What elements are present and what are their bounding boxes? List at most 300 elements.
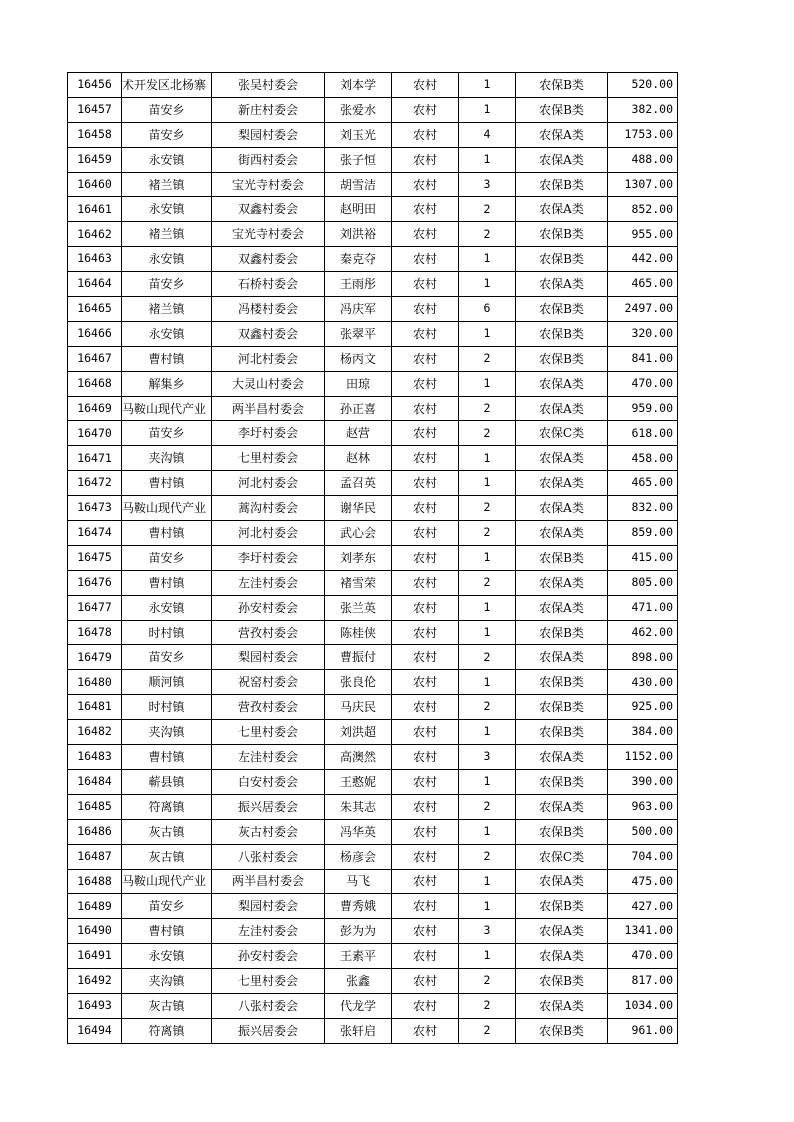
cell-town: 苗安乡 (122, 122, 212, 147)
cell-name: 张轩启 (325, 1018, 392, 1043)
cell-type: 农村 (392, 645, 459, 670)
cell-name: 曹振付 (325, 645, 392, 670)
cell-count: 2 (459, 521, 516, 546)
cell-village: 七里村委会 (212, 720, 325, 745)
cell-name: 刘洪超 (325, 720, 392, 745)
cell-type: 农村 (392, 73, 459, 98)
cell-type: 农村 (392, 695, 459, 720)
cell-type: 农村 (392, 197, 459, 222)
cell-type: 农村 (392, 346, 459, 371)
cell-name: 高澳然 (325, 745, 392, 770)
cell-id: 16464 (68, 272, 122, 297)
cell-name: 王雨彤 (325, 272, 392, 297)
cell-amount: 470.00 (608, 944, 678, 969)
table-row (68, 172, 678, 197)
cell-type: 农村 (392, 794, 459, 819)
cell-town: 褚兰镇 (122, 222, 212, 247)
cell-amount: 458.00 (608, 446, 678, 471)
cell-category: 农保B类 (516, 695, 608, 720)
cell-village: 八张村委会 (212, 844, 325, 869)
cell-village: 七里村委会 (212, 446, 325, 471)
cell-category: 农保B类 (516, 720, 608, 745)
cell-count: 2 (459, 496, 516, 521)
cell-count: 1 (459, 720, 516, 745)
table-row (68, 521, 678, 546)
cell-count: 1 (459, 769, 516, 794)
cell-type: 农村 (392, 272, 459, 297)
cell-name: 王憨妮 (325, 769, 392, 794)
cell-amount: 963.00 (608, 794, 678, 819)
cell-village: 孙安村委会 (212, 595, 325, 620)
cell-type: 农村 (392, 421, 459, 446)
cell-count: 2 (459, 396, 516, 421)
cell-village: 祝窑村委会 (212, 670, 325, 695)
cell-count: 1 (459, 471, 516, 496)
cell-amount: 320.00 (608, 321, 678, 346)
cell-category: 农保B类 (516, 894, 608, 919)
cell-town: 永安镇 (122, 247, 212, 272)
table-row (68, 894, 678, 919)
cell-name: 张鑫 (325, 969, 392, 994)
cell-amount: 471.00 (608, 595, 678, 620)
cell-name: 田琼 (325, 371, 392, 396)
cell-village: 梨园村委会 (212, 122, 325, 147)
cell-category: 农保B类 (516, 73, 608, 98)
cell-count: 1 (459, 272, 516, 297)
cell-town: 灰古镇 (122, 993, 212, 1018)
cell-name: 张爱水 (325, 97, 392, 122)
cell-town: 灰古镇 (122, 844, 212, 869)
cell-category: 农保A类 (516, 745, 608, 770)
cell-count: 1 (459, 147, 516, 172)
cell-amount: 841.00 (608, 346, 678, 371)
cell-type: 农村 (392, 521, 459, 546)
cell-count: 2 (459, 844, 516, 869)
table-row (68, 720, 678, 745)
cell-category: 农保A类 (516, 570, 608, 595)
cell-amount: 817.00 (608, 969, 678, 994)
cell-category: 农保A类 (516, 371, 608, 396)
cell-town: 马鞍山现代产业 (122, 396, 212, 421)
table-row (68, 247, 678, 272)
cell-category: 农保A类 (516, 147, 608, 172)
cell-name: 张子恒 (325, 147, 392, 172)
cell-type: 农村 (392, 620, 459, 645)
cell-town: 马鞍山现代产业 (122, 496, 212, 521)
table-row (68, 670, 678, 695)
cell-id: 16478 (68, 620, 122, 645)
cell-type: 农村 (392, 769, 459, 794)
table-row (68, 745, 678, 770)
cell-village: 李圩村委会 (212, 545, 325, 570)
cell-count: 1 (459, 321, 516, 346)
cell-town: 永安镇 (122, 595, 212, 620)
cell-category: 农保A类 (516, 496, 608, 521)
data-table (67, 72, 678, 1044)
cell-amount: 470.00 (608, 371, 678, 396)
cell-count: 2 (459, 993, 516, 1018)
cell-id: 16477 (68, 595, 122, 620)
cell-count: 2 (459, 222, 516, 247)
cell-village: 河北村委会 (212, 346, 325, 371)
cell-village: 双鑫村委会 (212, 247, 325, 272)
cell-id: 16482 (68, 720, 122, 745)
cell-category: 农保B类 (516, 1018, 608, 1043)
cell-type: 农村 (392, 247, 459, 272)
cell-name: 张翠平 (325, 321, 392, 346)
cell-name: 武心会 (325, 521, 392, 546)
cell-village: 双鑫村委会 (212, 321, 325, 346)
table-row (68, 346, 678, 371)
cell-village: 李圩村委会 (212, 421, 325, 446)
cell-village: 七里村委会 (212, 969, 325, 994)
cell-town: 夹沟镇 (122, 969, 212, 994)
cell-id: 16468 (68, 371, 122, 396)
cell-name: 赵明田 (325, 197, 392, 222)
cell-type: 农村 (392, 844, 459, 869)
cell-amount: 390.00 (608, 769, 678, 794)
table-row (68, 496, 678, 521)
cell-town: 夹沟镇 (122, 446, 212, 471)
cell-type: 农村 (392, 471, 459, 496)
cell-type: 农村 (392, 944, 459, 969)
cell-id: 16489 (68, 894, 122, 919)
cell-type: 农村 (392, 919, 459, 944)
cell-amount: 618.00 (608, 421, 678, 446)
cell-id: 16470 (68, 421, 122, 446)
cell-name: 冯庆军 (325, 297, 392, 322)
cell-town: 时村镇 (122, 620, 212, 645)
cell-category: 农保A类 (516, 794, 608, 819)
table-row (68, 396, 678, 421)
cell-amount: 852.00 (608, 197, 678, 222)
cell-town: 曹村镇 (122, 346, 212, 371)
cell-category: 农保A类 (516, 595, 608, 620)
cell-town: 苗安乡 (122, 894, 212, 919)
cell-town: 永安镇 (122, 321, 212, 346)
cell-village: 两半昌村委会 (212, 869, 325, 894)
cell-village: 双鑫村委会 (212, 197, 325, 222)
cell-amount: 465.00 (608, 272, 678, 297)
cell-town: 永安镇 (122, 944, 212, 969)
cell-town: 顺河镇 (122, 670, 212, 695)
table-row (68, 272, 678, 297)
cell-id: 16466 (68, 321, 122, 346)
cell-type: 农村 (392, 396, 459, 421)
cell-name: 孙正喜 (325, 396, 392, 421)
cell-town: 曹村镇 (122, 570, 212, 595)
cell-category: 农保A类 (516, 919, 608, 944)
cell-name: 刘洪裕 (325, 222, 392, 247)
cell-category: 农保A类 (516, 993, 608, 1018)
cell-count: 2 (459, 969, 516, 994)
cell-amount: 859.00 (608, 521, 678, 546)
cell-count: 2 (459, 645, 516, 670)
cell-village: 冯楼村委会 (212, 297, 325, 322)
cell-town: 曹村镇 (122, 745, 212, 770)
cell-id: 16456 (68, 73, 122, 98)
cell-town: 马鞍山现代产业 (122, 869, 212, 894)
cell-town: 苗安乡 (122, 421, 212, 446)
cell-type: 农村 (392, 745, 459, 770)
cell-count: 2 (459, 570, 516, 595)
cell-name: 杨彦会 (325, 844, 392, 869)
cell-town: 曹村镇 (122, 471, 212, 496)
cell-name: 马飞 (325, 869, 392, 894)
cell-amount: 1753.00 (608, 122, 678, 147)
cell-village: 宝光寺村委会 (212, 222, 325, 247)
cell-name: 刘玉光 (325, 122, 392, 147)
cell-count: 1 (459, 545, 516, 570)
cell-id: 16476 (68, 570, 122, 595)
cell-town: 苗安乡 (122, 272, 212, 297)
cell-village: 两半昌村委会 (212, 396, 325, 421)
cell-name: 马庆民 (325, 695, 392, 720)
cell-name: 代龙学 (325, 993, 392, 1018)
cell-amount: 500.00 (608, 819, 678, 844)
cell-village: 左洼村委会 (212, 570, 325, 595)
cell-count: 2 (459, 695, 516, 720)
cell-count: 1 (459, 869, 516, 894)
table-row (68, 97, 678, 122)
cell-id: 16473 (68, 496, 122, 521)
cell-amount: 704.00 (608, 844, 678, 869)
cell-amount: 462.00 (608, 620, 678, 645)
cell-name: 秦克夺 (325, 247, 392, 272)
table-row (68, 819, 678, 844)
cell-village: 左洼村委会 (212, 919, 325, 944)
table-row (68, 595, 678, 620)
cell-type: 农村 (392, 172, 459, 197)
cell-id: 16465 (68, 297, 122, 322)
cell-village: 八张村委会 (212, 993, 325, 1018)
cell-name: 彭为为 (325, 919, 392, 944)
cell-category: 农保B类 (516, 769, 608, 794)
cell-category: 农保A类 (516, 869, 608, 894)
cell-count: 6 (459, 297, 516, 322)
table-row (68, 446, 678, 471)
table-row (68, 919, 678, 944)
cell-name: 曹秀娥 (325, 894, 392, 919)
cell-count: 3 (459, 172, 516, 197)
cell-count: 2 (459, 197, 516, 222)
cell-id: 16475 (68, 545, 122, 570)
cell-category: 农保A类 (516, 446, 608, 471)
cell-village: 宝光寺村委会 (212, 172, 325, 197)
cell-id: 16467 (68, 346, 122, 371)
cell-village: 灰古村委会 (212, 819, 325, 844)
table-row (68, 645, 678, 670)
table-row (68, 769, 678, 794)
cell-amount: 384.00 (608, 720, 678, 745)
cell-category: 农保A类 (516, 471, 608, 496)
cell-id: 16459 (68, 147, 122, 172)
cell-name: 褚雪荣 (325, 570, 392, 595)
cell-count: 4 (459, 122, 516, 147)
cell-category: 农保B类 (516, 297, 608, 322)
cell-count: 1 (459, 670, 516, 695)
cell-category: 农保A类 (516, 521, 608, 546)
cell-village: 左洼村委会 (212, 745, 325, 770)
cell-town: 术开发区北杨寨 (122, 73, 212, 98)
cell-id: 16484 (68, 769, 122, 794)
cell-type: 农村 (392, 1018, 459, 1043)
cell-village: 孙安村委会 (212, 944, 325, 969)
cell-count: 1 (459, 894, 516, 919)
cell-amount: 925.00 (608, 695, 678, 720)
cell-name: 孟召英 (325, 471, 392, 496)
cell-category: 农保B类 (516, 222, 608, 247)
cell-count: 1 (459, 247, 516, 272)
cell-village: 街西村委会 (212, 147, 325, 172)
cell-town: 解集乡 (122, 371, 212, 396)
cell-category: 农保B类 (516, 172, 608, 197)
table-row (68, 321, 678, 346)
cell-village: 河北村委会 (212, 521, 325, 546)
table-row (68, 620, 678, 645)
cell-town: 苗安乡 (122, 645, 212, 670)
cell-type: 农村 (392, 570, 459, 595)
cell-village: 梨园村委会 (212, 894, 325, 919)
cell-type: 农村 (392, 670, 459, 695)
cell-amount: 961.00 (608, 1018, 678, 1043)
cell-amount: 430.00 (608, 670, 678, 695)
cell-count: 1 (459, 446, 516, 471)
cell-id: 16491 (68, 944, 122, 969)
cell-amount: 442.00 (608, 247, 678, 272)
cell-name: 赵林 (325, 446, 392, 471)
cell-id: 16485 (68, 794, 122, 819)
cell-village: 营孜村委会 (212, 620, 325, 645)
cell-id: 16474 (68, 521, 122, 546)
cell-category: 农保B类 (516, 321, 608, 346)
cell-town: 符离镇 (122, 1018, 212, 1043)
cell-id: 16463 (68, 247, 122, 272)
cell-id: 16483 (68, 745, 122, 770)
cell-category: 农保A类 (516, 122, 608, 147)
cell-type: 农村 (392, 321, 459, 346)
cell-id: 16460 (68, 172, 122, 197)
cell-id: 16472 (68, 471, 122, 496)
cell-category: 农保A类 (516, 944, 608, 969)
cell-town: 曹村镇 (122, 521, 212, 546)
table-row (68, 969, 678, 994)
cell-count: 1 (459, 595, 516, 620)
cell-amount: 832.00 (608, 496, 678, 521)
cell-amount: 382.00 (608, 97, 678, 122)
cell-count: 2 (459, 346, 516, 371)
cell-town: 夹沟镇 (122, 720, 212, 745)
table-row (68, 545, 678, 570)
cell-village: 新庄村委会 (212, 97, 325, 122)
cell-type: 农村 (392, 97, 459, 122)
cell-name: 杨丙文 (325, 346, 392, 371)
table-row (68, 197, 678, 222)
cell-category: 农保B类 (516, 969, 608, 994)
cell-town: 蕲县镇 (122, 769, 212, 794)
table-row (68, 695, 678, 720)
table-row (68, 297, 678, 322)
cell-count: 1 (459, 371, 516, 396)
cell-village: 振兴居委会 (212, 1018, 325, 1043)
cell-id: 16471 (68, 446, 122, 471)
cell-amount: 955.00 (608, 222, 678, 247)
table-row (68, 222, 678, 247)
cell-town: 苗安乡 (122, 545, 212, 570)
cell-village: 白安村委会 (212, 769, 325, 794)
cell-id: 16469 (68, 396, 122, 421)
cell-name: 刘孝东 (325, 545, 392, 570)
cell-amount: 1034.00 (608, 993, 678, 1018)
cell-name: 张良伦 (325, 670, 392, 695)
cell-category: 农保B类 (516, 97, 608, 122)
cell-id: 16492 (68, 969, 122, 994)
cell-count: 1 (459, 97, 516, 122)
table-row (68, 471, 678, 496)
cell-category: 农保B类 (516, 819, 608, 844)
cell-id: 16486 (68, 819, 122, 844)
cell-id: 16488 (68, 869, 122, 894)
cell-type: 农村 (392, 595, 459, 620)
cell-count: 1 (459, 819, 516, 844)
cell-name: 谢华民 (325, 496, 392, 521)
cell-town: 永安镇 (122, 197, 212, 222)
cell-id: 16480 (68, 670, 122, 695)
cell-amount: 959.00 (608, 396, 678, 421)
cell-type: 农村 (392, 545, 459, 570)
cell-id: 16490 (68, 919, 122, 944)
cell-id: 16461 (68, 197, 122, 222)
table-row (68, 1018, 678, 1043)
cell-type: 农村 (392, 222, 459, 247)
cell-id: 16457 (68, 97, 122, 122)
cell-type: 农村 (392, 297, 459, 322)
table-row (68, 371, 678, 396)
cell-town: 灰古镇 (122, 819, 212, 844)
cell-category: 农保B类 (516, 620, 608, 645)
cell-village: 蒿沟村委会 (212, 496, 325, 521)
cell-town: 曹村镇 (122, 919, 212, 944)
cell-name: 刘本学 (325, 73, 392, 98)
cell-village: 张吴村委会 (212, 73, 325, 98)
cell-name: 陈桂侠 (325, 620, 392, 645)
table-body (68, 73, 678, 1044)
cell-town: 苗安乡 (122, 97, 212, 122)
cell-amount: 475.00 (608, 869, 678, 894)
cell-type: 农村 (392, 147, 459, 172)
table-row (68, 869, 678, 894)
cell-name: 赵营 (325, 421, 392, 446)
table-row (68, 844, 678, 869)
cell-name: 冯华英 (325, 819, 392, 844)
cell-type: 农村 (392, 720, 459, 745)
cell-amount: 1341.00 (608, 919, 678, 944)
cell-category: 农保A类 (516, 645, 608, 670)
table-row (68, 421, 678, 446)
table-row (68, 122, 678, 147)
cell-town: 时村镇 (122, 695, 212, 720)
cell-amount: 898.00 (608, 645, 678, 670)
cell-amount: 427.00 (608, 894, 678, 919)
table-row (68, 73, 678, 98)
table-row (68, 147, 678, 172)
cell-id: 16462 (68, 222, 122, 247)
cell-count: 1 (459, 73, 516, 98)
cell-count: 3 (459, 745, 516, 770)
cell-count: 1 (459, 944, 516, 969)
table-row (68, 570, 678, 595)
cell-type: 农村 (392, 122, 459, 147)
